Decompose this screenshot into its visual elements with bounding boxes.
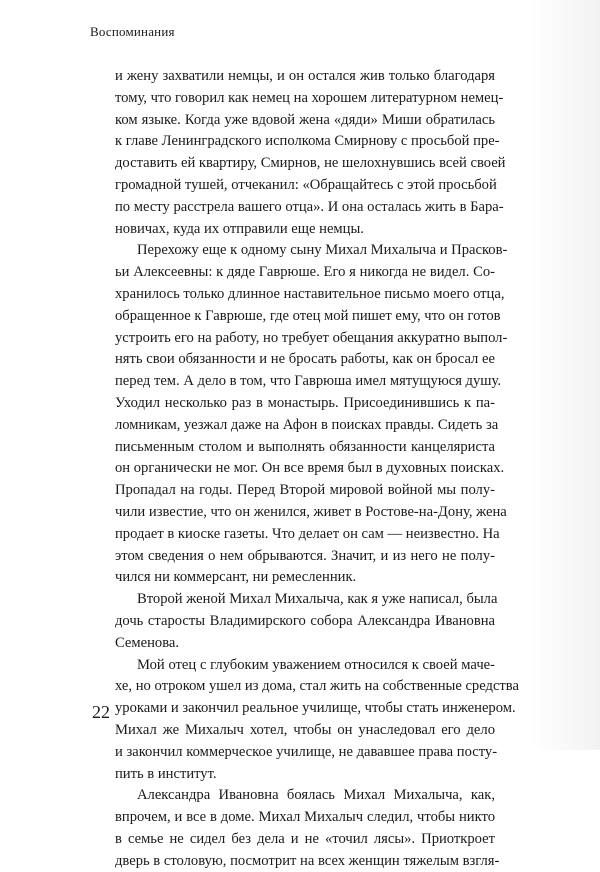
text-line: продает в киоске газеты. Что делает он сам — неизвестно. На (115, 525, 500, 542)
text-line: письменным столом и выполнять обязанности канцеляриста (115, 438, 495, 455)
paragraph-start: Перехожу еще к одному сыну Михал Михалыча и Прасков- (137, 242, 508, 259)
text-line: ком языке. Когда уже вдовой жена «дяди» Миши обратилась (115, 111, 495, 128)
text-line: устроить его на работу, но требует обещания аккуратно выпол- (115, 329, 508, 346)
text-line: громадной тушей, отчеканил: «Обращайтесь с этой просьбой (115, 176, 497, 193)
text-line: нять свои обязанности и не бросать работы, как он бросал ее (115, 351, 495, 368)
page-number: 22 (92, 702, 110, 722)
running-head: Воспоминания (90, 24, 175, 39)
text-line: этом сведения о нем обрываются. Значит, и из него не полу- (115, 547, 495, 564)
text-line: Семенова. (115, 634, 180, 651)
paragraph-start: Второй женой Михал Михалыча, как я уже написал, была (137, 591, 498, 608)
text-line: новичах, куда их отправили еще немцы. (115, 220, 364, 237)
text-line: тому, что говорил как немец на хорошем литературном немец- (115, 89, 504, 106)
text-line: ьи Алексеевны: к дяде Гаврюше. Его я никогда не видел. Со- (115, 264, 495, 281)
text-line: к главе Ленинградского исполкома Смирнову с просьбой пре- (115, 133, 500, 150)
text-line: пить в институт. (115, 765, 217, 782)
text-line: чили известие, что он женился, живет в Ростове-на-Дону, жена (115, 503, 507, 520)
page-edge-shadow (530, 0, 600, 750)
text-line: в семье не сидел без дела и не «точил лясы». Приоткроет (115, 830, 495, 847)
text-line: дочь старосты Владимирского собора Александра Ивановна (115, 612, 495, 629)
text-line: хранилось только длинное наставительное письмо моего отца, (115, 285, 505, 302)
text-line: Уходил несколько раз в монастырь. Присоединившись к па- (115, 394, 495, 411)
text-line: чился ни коммерсант, ни ремесленник. (115, 569, 357, 586)
text-line: впрочем, и все в доме. Михал Михалыч следил, чтобы никто (115, 809, 495, 826)
text-line: Пропадал на годы. Перед Второй мировой войной мы полу- (115, 482, 495, 499)
text-line: обращенное к Гаврюше, где отец мой пишет ему, что он готов (115, 307, 501, 324)
text-line: перед тем. А дело в том, что Гаврюша имел мятущуюся душу. (115, 373, 501, 390)
text-line: он органически не мог. Он все время был в духовных поисках. (115, 460, 505, 477)
text-line: хе, но отроком ушел из дома, стал жить на собственные средства (115, 678, 519, 695)
text-line: дверь в столовую, посмотрит на всех женщин тяжелым взгля- (115, 852, 500, 869)
text-line: ломникам, уезжал даже на Афон в поисках правды. Сидеть за (115, 416, 499, 433)
text-line: доставить ей квартиру, Смирнов, не шелохнувшись всей своей (115, 155, 506, 172)
text-line: Михал же Михалыч хотел, чтобы он унаследовал его дело (115, 721, 495, 738)
text-line: уроками и закончил реальное училище, чтобы стать инженером. (115, 700, 516, 717)
text-line: по месту расстрела вашего отца». И она осталась жить в Бара- (115, 198, 504, 215)
paragraph-start: Мой отец с глубоким уважением относился к своей маче- (137, 656, 495, 673)
text-line: и закончил коммерческое училище, не дававшее права посту- (115, 743, 498, 760)
text-line: и жену захватили немцы, и он остался жив только благодаря (115, 68, 495, 84)
body-text (115, 66, 519, 872)
paragraph-start: Александра Ивановна боялась Михал Михалыча, как, (137, 787, 495, 804)
